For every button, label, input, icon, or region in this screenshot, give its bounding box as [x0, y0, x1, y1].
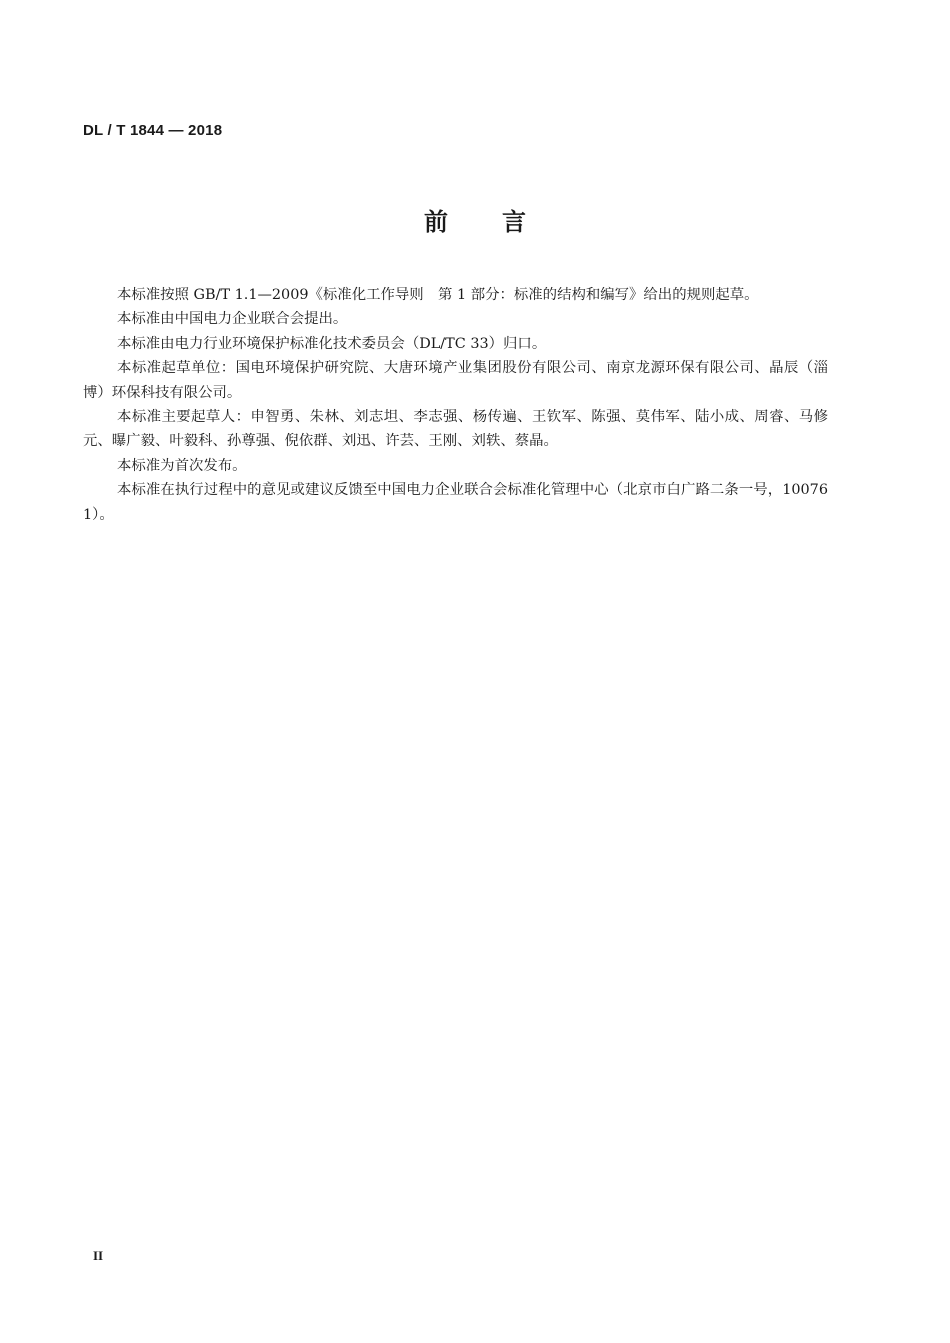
page-title: 前言 [424, 208, 580, 236]
page-number: II [93, 1248, 104, 1263]
paragraph-drafting-units: 本标准起草单位：国电环境保护研究院、大唐环境产业集团股份有限公司、南京龙源环保有限公司、晶辰（淄博）环保科技有限公司。 [83, 360, 828, 401]
foreword-body [83, 283, 828, 527]
paragraph-feedback: 本标准在执行过程中的意见或建议反馈至中国电力企业联合会标准化管理中心（北京市白广路二条一号，100761）。 [83, 482, 828, 523]
paragraph-first-release: 本标准为首次发布。 [117, 457, 247, 474]
paragraph-drafters: 本标准主要起草人：申智勇、朱林、刘志坦、李志强、杨传遍、王钦军、陈强、莫伟军、陆小成、周睿、马修元、曝广毅、叶毅科、孙尊强、倪依群、刘迅、许芸、王刚、刘轶、蔡晶。 [83, 409, 828, 450]
paragraph-proposer: 本标准由中国电力企业联合会提出。 [117, 311, 348, 328]
paragraph-committee: 本标准由电力行业环境保护标准化技术委员会（DL/TC 33）归口。 [117, 335, 547, 352]
standard-code: DL / T 1844 — 2018 [83, 122, 223, 139]
paragraph-drafting-rules: 本标准按照 GB/T 1.1—2009《标准化工作导则 第 1 部分：标准的结构和编写》给出的规则起草。 [117, 287, 759, 303]
